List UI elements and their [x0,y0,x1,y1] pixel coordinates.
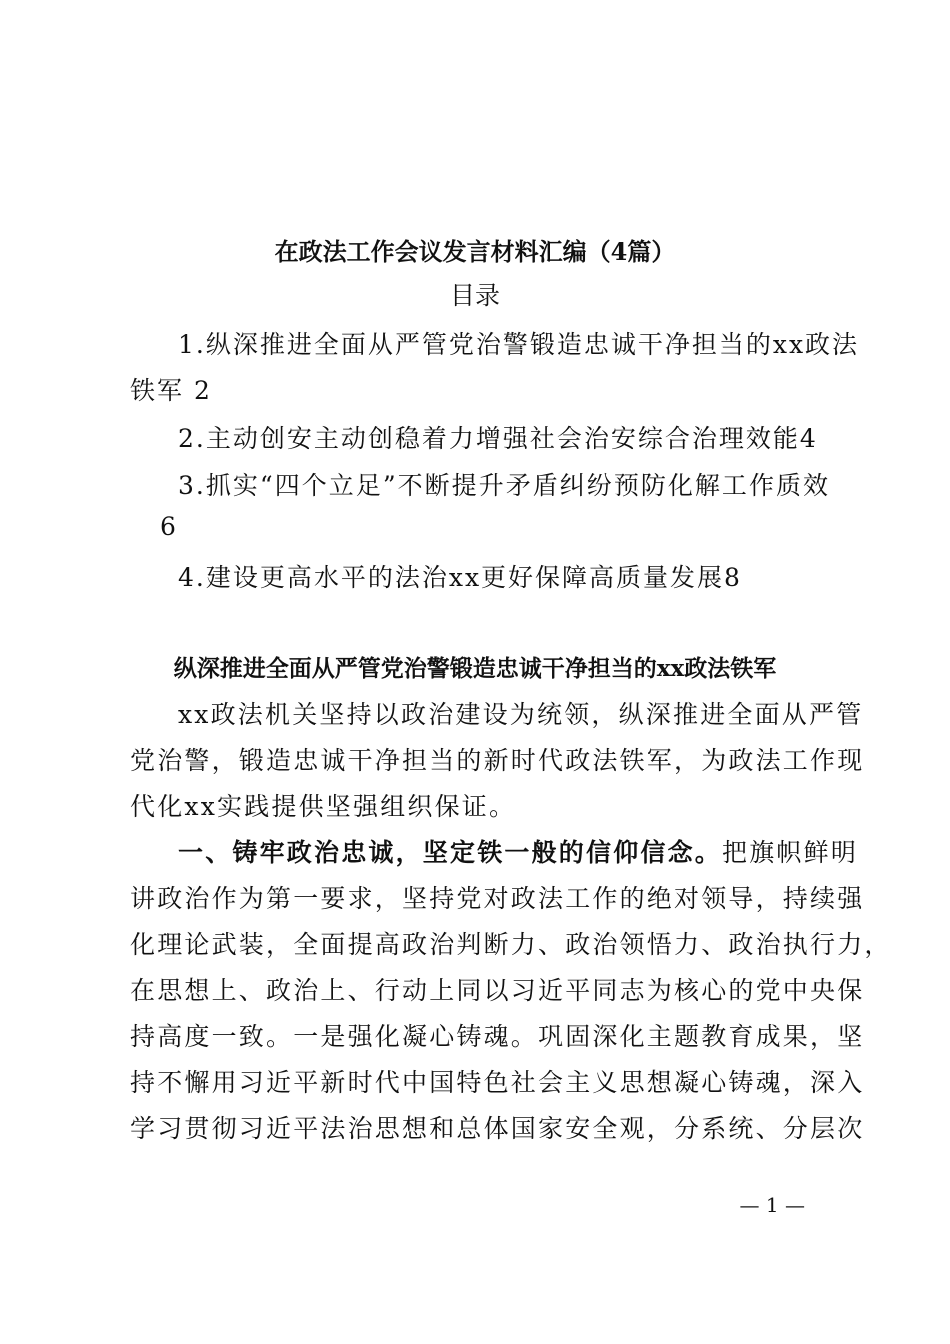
toc-item-4[interactable]: 4.建设更高水平的法治xx更好保障高质量发展8 [178,563,742,592]
point1-line-2: 讲政治作为第一要求，坚持党对政法工作的绝对领导，持续强 [130,884,865,913]
point1-line-3: 化理论武装，全面提高政治判断力、政治领悟力、政治执行力， [130,930,892,959]
toc-item-1-cont[interactable]: 铁军 2 [130,376,212,405]
document-title: 在政法工作会议发言材料汇编（4篇） [274,237,676,266]
toc-item-2[interactable]: 2.主动创安主动创稳着力增强社会治安综合治理效能4 [178,424,818,453]
point1-line-6: 持不懈用习近平新时代中国特色社会主义思想凝心铸魂，深入 [130,1068,865,1097]
point1-line-7: 学习贯彻习近平法治思想和总体国家安全观，分系统、分层次 [130,1114,865,1143]
intro-line-1: xx政法机关坚持以政治建设为统领，纵深推进全面从严管 [178,700,864,729]
page-number: — 1 — [739,1193,805,1217]
point1-heading: 一、铸牢政治忠诚，坚定铁一般的信仰信念。 [178,838,723,867]
toc-heading: 目录 [449,281,500,310]
point1-line-5: 持高度一致。一是强化凝心铸魂。巩固深化主题教育成果，坚 [130,1022,865,1051]
point1-line-1: 把旗帜鲜明 [722,838,859,867]
point1-line-4: 在思想上、政治上、行动上同以习近平同志为核心的党中央保 [130,976,865,1005]
toc-item-3[interactable]: 3.抓实“四个立足”不断提升矛盾纠纷预防化解工作质效 [178,471,830,500]
toc-item-1[interactable]: 1.纵深推进全面从严管党治警锻造忠诚干净担当的xx政法 [178,330,860,359]
section-title: 纵深推进全面从严管党治警锻造忠诚干净担当的xx政法铁军 [173,655,777,682]
intro-line-2: 党治警，锻造忠诚干净担当的新时代政法铁军，为政法工作现 [130,746,865,775]
intro-line-3: 代化xx实践提供坚强组织保证。 [130,792,517,821]
toc-item-3-cont[interactable]: 6 [160,512,178,541]
point1-first-line [178,833,859,869]
